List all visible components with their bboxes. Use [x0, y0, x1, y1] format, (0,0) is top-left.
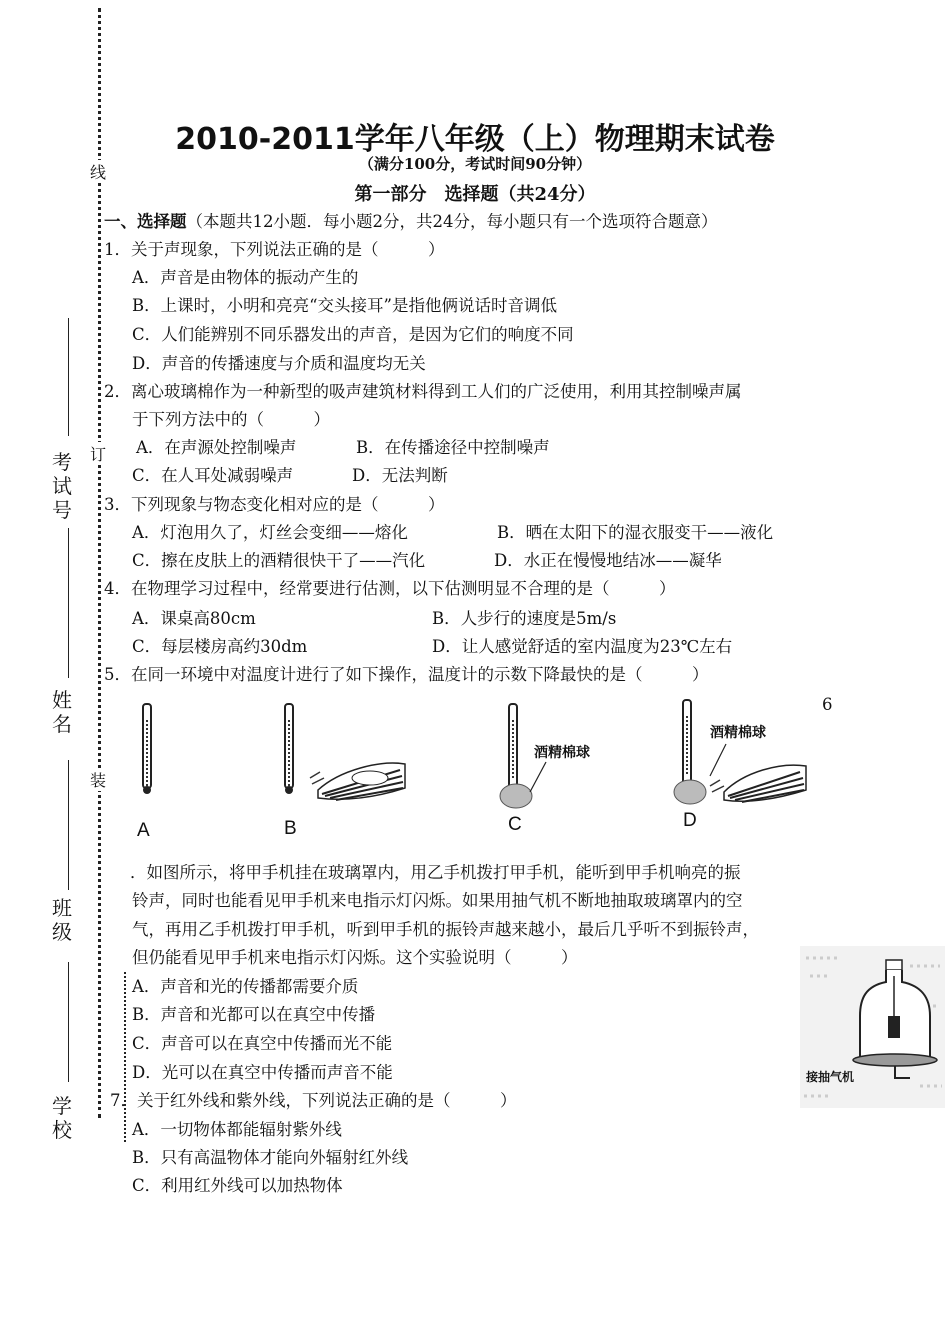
q6-option-d: D．光可以在真空中传播而声音不能: [132, 1063, 393, 1082]
q6-number: 6: [822, 695, 833, 714]
q6-option-c: C．声音可以在真空中传播而光不能: [132, 1034, 393, 1053]
q6-line3: 气，再用乙手机拨打甲手机，听到甲手机的振铃声越来越小，最后几乎听不到振铃声，: [132, 920, 759, 939]
label-kaoshihao: 考试号: [52, 450, 72, 522]
q1-option-d: D．声音的传播速度与介质和温度均无关: [132, 354, 426, 373]
q1-stem: 1．关于声现象，下列说法正确的是（ ）: [104, 240, 445, 259]
q2-stem-line1: 2．离心玻璃棉作为一种新型的吸声建筑材料得到工人们的广泛使用，利用其控制噪声属: [104, 382, 742, 401]
q1-option-a: A．声音是由物体的振动产生的: [132, 268, 359, 287]
blank-line-1: [68, 318, 69, 436]
blank-line-3: [68, 760, 69, 890]
q5-figure-b-label: B: [284, 818, 297, 839]
q2-option-c: C．在人耳处减弱噪声: [132, 466, 294, 485]
q6-line1: ．如图所示，将甲手机挂在玻璃罩内，用乙手机拨打甲手机，能听到甲手机响亮的振: [130, 863, 741, 882]
section-heading-note: （本题共12小题．每小题2分，共24分，每小题只有一个选项符合题意）: [186, 212, 718, 231]
q3-stem: 3．下列现象与物态变化相对应的是（ ）: [104, 495, 445, 514]
q4-stem: 4．在物理学习过程中，经常要进行估测，以下估测明显不合理的是（ ）: [104, 579, 676, 598]
q2-option-b: B．在传播途径中控制噪声: [356, 438, 550, 457]
page-title: 2010-2011学年八年级（上）物理期末试卷: [175, 122, 775, 157]
q5-stem: 5．在同一环境中对温度计进行了如下操作，温度计的示数下降最快的是（ ）: [104, 665, 709, 684]
q3-option-a: A．灯泡用久了，灯丝会变细——熔化: [132, 523, 408, 542]
q5-figure-a-label: A: [137, 820, 150, 841]
q5-figure-c-label: C: [508, 814, 522, 835]
q2-option-a: A．在声源处控制噪声: [136, 438, 297, 457]
label-xuexiao: 学校: [52, 1094, 72, 1142]
blank-line-4: [68, 962, 69, 1082]
q6-figure-text: 接抽气机: [806, 1070, 855, 1084]
subtitle: （满分100分，考试时间90分钟）: [358, 155, 592, 173]
label-xingming: 姓名: [52, 688, 72, 736]
part-heading: 第一部分 选择题（共24分）: [354, 184, 596, 205]
q4-option-b: B．人步行的速度是5m/s: [432, 609, 617, 628]
binding-label-xian: 线: [90, 160, 106, 183]
q7-option-a: A．一切物体都能辐射紫外线: [132, 1120, 342, 1139]
q3-option-d: D．水正在慢慢地结冰——凝华: [494, 551, 722, 570]
section-heading: [104, 211, 718, 233]
q2-stem-line2: 于下列方法中的（ ）: [132, 410, 330, 429]
q3-option-c: C．擦在皮肤上的酒精很快干了——汽化: [132, 551, 426, 570]
q4-option-d: D．让人感觉舒适的室内温度为23℃左右: [432, 637, 733, 656]
binding-dotted-line-lower: [124, 972, 126, 1142]
q3-option-b: B．晒在太阳下的湿衣服变干——液化: [497, 523, 774, 542]
q6-option-b: B．声音和光都可以在真空中传播: [132, 1005, 376, 1024]
q5-figure-d-thermometer-cotton-fan: [660, 696, 810, 808]
label-banji: 班级: [52, 896, 72, 944]
q5-figure-a-thermometer: [128, 700, 168, 800]
q1-option-b: B．上课时，小明和亮亮“交头接耳”是指他俩说话时音调低: [132, 296, 557, 315]
blank-line-2: [68, 528, 69, 678]
q4-option-c: C．每层楼房高约30dm: [132, 637, 308, 656]
q6-line4: 但仍能看见甲手机来电指示灯闪烁。这个实验说明（ ）: [132, 948, 578, 967]
binding-label-ding: 订: [90, 442, 106, 465]
q6-option-a: A．声音和光的传播都需要介质: [132, 977, 359, 996]
q5-figure-d-text: 酒精棉球: [710, 725, 766, 741]
q7-stem: 7．关于红外线和紫外线，下列说法正确的是（ ）: [110, 1091, 517, 1110]
q7-option-c: C．利用红外线可以加热物体: [132, 1176, 343, 1195]
q4-option-a: A．课桌高80cm: [132, 609, 256, 628]
q5-figure-b-thermometer-fan: [270, 700, 410, 810]
binding-label-zhuang: 装: [90, 768, 106, 791]
q2-option-d: D．无法判断: [352, 466, 448, 485]
section-heading-bold: 一、选择题: [104, 212, 187, 231]
q5-figure-c-text: 酒精棉球: [534, 745, 590, 761]
q6-line2: 铃声，同时也能看见甲手机来电指示灯闪烁。如果用抽气机不断地抽取玻璃罩内的空: [132, 891, 743, 910]
q5-figure-d-label: D: [683, 810, 697, 831]
q1-option-c: C．人们能辨别不同乐器发出的声音，是因为它们的响度不同: [132, 325, 574, 344]
q7-option-b: B．只有高温物体才能向外辐射红外线: [132, 1148, 409, 1167]
